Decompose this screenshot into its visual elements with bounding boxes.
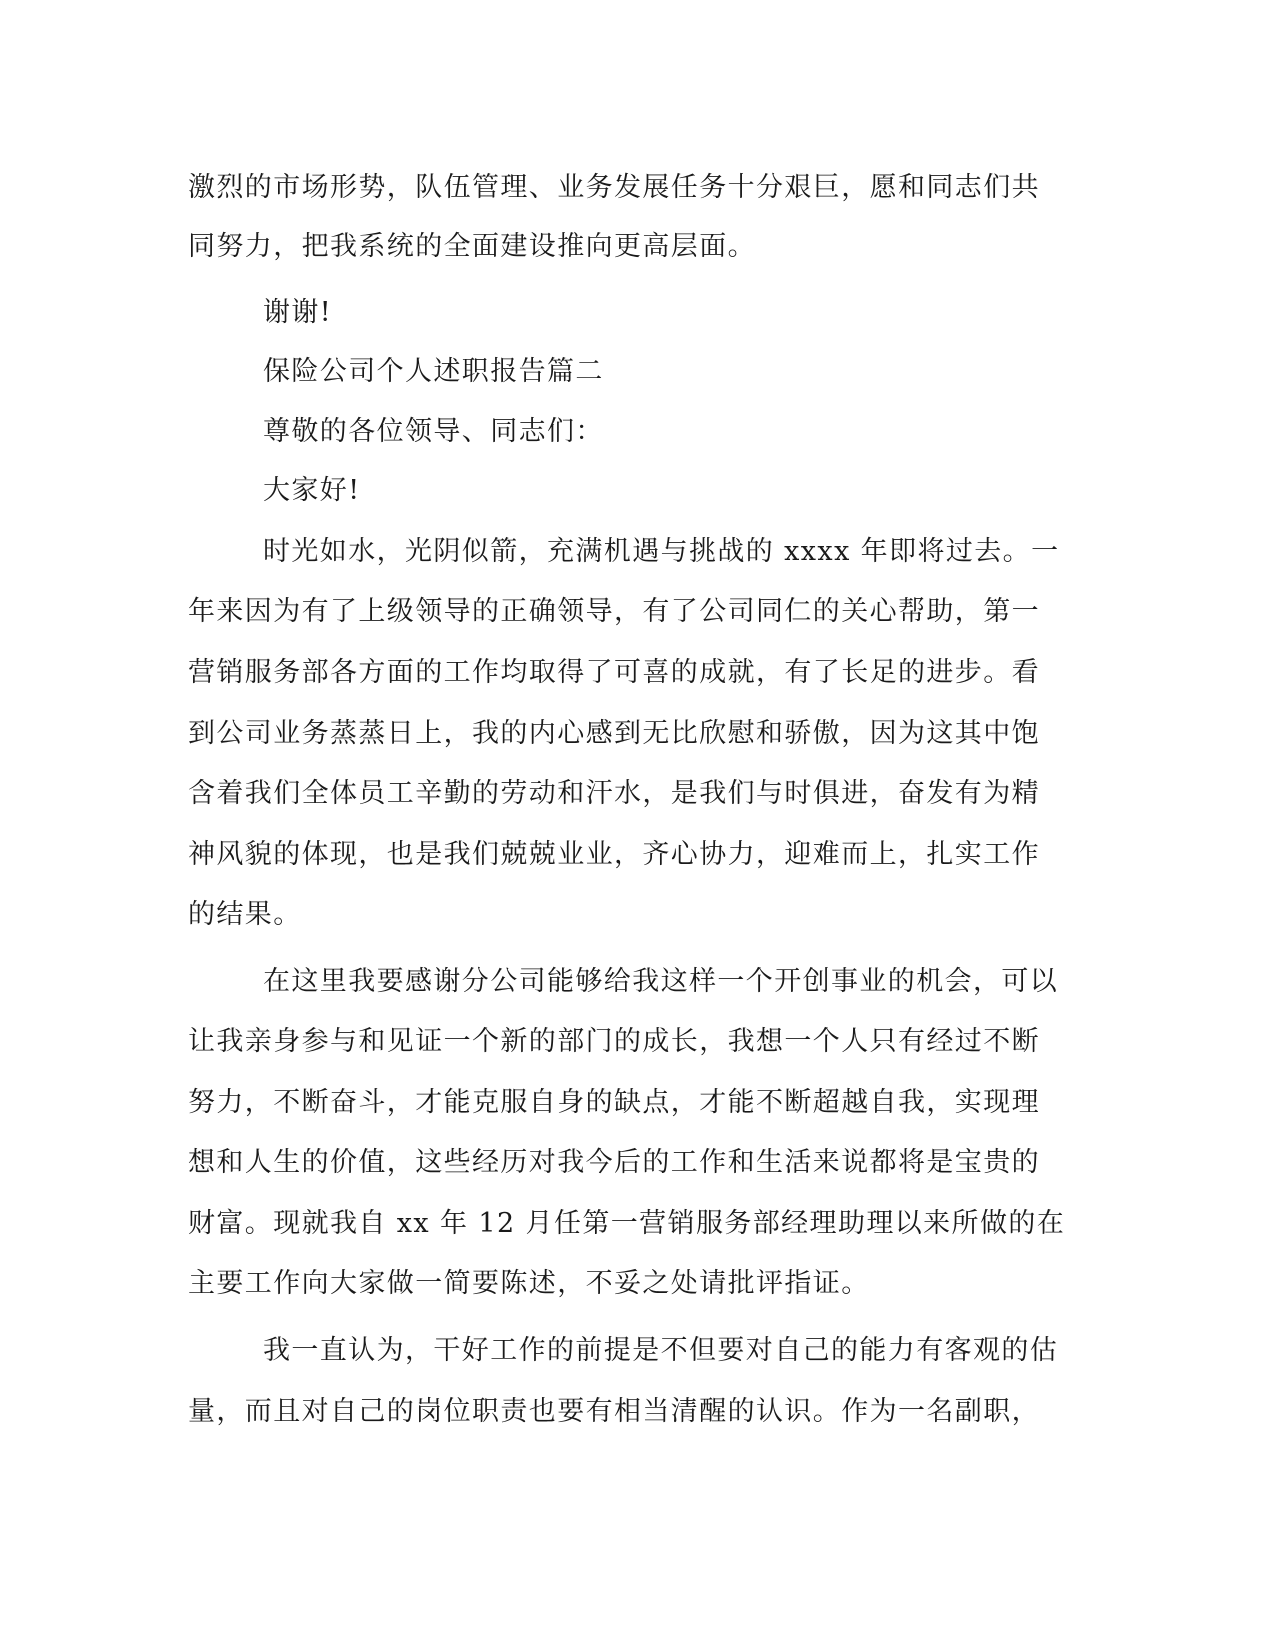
section-heading: 保险公司个人述职报告篇二 <box>263 356 604 387</box>
greeting: 大家好! <box>263 475 361 506</box>
text-line: 神风貌的体现，也是我们兢兢业业，齐心协力，迎难而上，扎实工作 <box>188 839 1040 870</box>
text-line: 在这里我要感谢分公司能够给我这样一个开创事业的机会，可以 <box>263 966 1059 997</box>
text-line: 的结果。 <box>188 899 302 930</box>
text-line: 量，而且对自己的岗位职责也要有相当清醒的认识。作为一名副职， <box>188 1396 1040 1427</box>
text-line: 激烈的市场形势，队伍管理、业务发展任务十分艰巨，愿和同志们共 <box>188 172 1040 203</box>
text-line: 年来因为有了上级领导的正确领导，有了公司同仁的关心帮助，第一 <box>188 596 1040 627</box>
text-line: 主要工作向大家做一简要陈述，不妥之处请批评指证。 <box>188 1268 870 1299</box>
text-line: 含着我们全体员工辛勤的劳动和汗水，是我们与时俱进，奋发有为精 <box>188 778 1040 809</box>
closing-thanks: 谢谢! <box>263 297 333 328</box>
text-line: 到公司业务蒸蒸日上，我的内心感到无比欣慰和骄傲，因为这其中饱 <box>188 718 1040 749</box>
salutation: 尊敬的各位领导、同志们： <box>263 416 604 447</box>
text-line: 让我亲身参与和见证一个新的部门的成长，我想一个人只有经过不断 <box>188 1026 1040 1057</box>
text-line: 努力，不断奋斗，才能克服自身的缺点，才能不断超越自我，实现理 <box>188 1087 1040 1118</box>
text-line: 时光如水，光阴似箭，充满机遇与挑战的 xxxx 年即将过去。一 <box>263 536 1060 567</box>
text-line: 同努力，把我系统的全面建设推向更高层面。 <box>188 231 756 262</box>
text-line: 想和人生的价值，这些经历对我今后的工作和生活来说都将是宝贵的 <box>188 1147 1040 1178</box>
text-line: 营销服务部各方面的工作均取得了可喜的成就，有了长足的进步。看 <box>188 657 1040 688</box>
text-line: 我一直认为，干好工作的前提是不但要对自己的能力有客观的估 <box>263 1335 1059 1366</box>
text-line: 财富。现就我自 xx 年 12 月任第一营销服务部经理助理以来所做的在 <box>188 1208 1066 1239</box>
